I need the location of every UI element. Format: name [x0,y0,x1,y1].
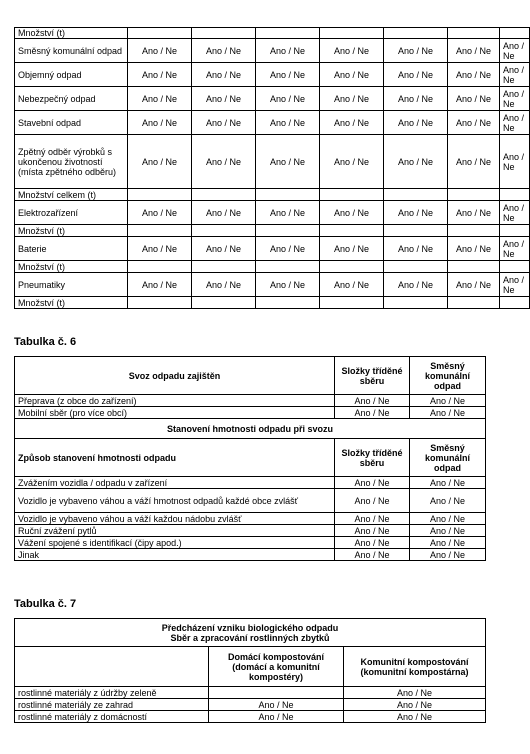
yes-no-cell: Ano / Ne [384,111,448,135]
yes-no-cell: Ano / Ne [256,87,320,111]
yes-no-cell: Ano / Ne [410,525,486,537]
quantity-cell [256,225,320,237]
yes-no-cell: Ano / Ne [320,63,384,87]
yes-no-cell: Ano / Ne [128,63,192,87]
yes-no-cell: Ano / Ne [448,111,500,135]
yes-no-cell: Ano / Ne [410,513,486,525]
row-label: Baterie [15,237,128,261]
row-label: Přeprava (z obce do zařízení) [15,395,335,407]
yes-no-cell: Ano / Ne [256,237,320,261]
table-row [15,201,530,225]
yes-no-cell: Ano / Ne [448,273,500,297]
yes-no-cell: Ano / Ne [384,201,448,225]
quantity-cell [320,261,384,273]
quantity-cell [500,28,530,39]
quantity-cell [192,261,256,273]
table-row [15,261,530,273]
yes-no-cell: Ano / Ne [448,87,500,111]
t7-head [15,619,486,647]
table-row [15,687,486,699]
row-label: Stavební odpad [15,111,128,135]
yes-no-cell: Ano / Ne [128,135,192,189]
yes-no-cell: Ano / Ne [500,63,530,87]
yes-no-cell: Ano / Ne [448,39,500,63]
row-label: Množství celkem (t) [15,189,128,201]
yes-no-cell: Ano / Ne [192,135,256,189]
yes-no-cell [209,687,344,699]
table-row [15,225,530,237]
quantity-cell [192,28,256,39]
yes-no-cell: Ano / Ne [256,39,320,63]
yes-no-cell: Ano / Ne [335,489,410,513]
yes-no-cell: Ano / Ne [500,201,530,225]
yes-no-cell: Ano / Ne [384,87,448,111]
row-label: Nebezpečný odpad [15,87,128,111]
yes-no-cell: Ano / Ne [410,395,486,407]
yes-no-cell: Ano / Ne [256,63,320,87]
yes-no-cell: Ano / Ne [192,273,256,297]
table-row [15,28,530,39]
quantity-cell [256,28,320,39]
t6-section: Stanovení hmotnosti odpadu při svozu [15,419,486,439]
quantity-cell [128,261,192,273]
yes-no-cell: Ano / Ne [500,135,530,189]
row-label: Vozidlo je vybaveno váhou a váží každou nádobu zvlášť [15,513,335,525]
row-label: Směsný komunální odpad [15,39,128,63]
quantity-cell [448,189,500,201]
t7-head-blank [15,647,209,687]
yes-no-cell: Ano / Ne [335,407,410,419]
row-label: Jinak [15,549,335,561]
yes-no-cell: Ano / Ne [500,111,530,135]
table-row [15,135,530,189]
quantity-cell [128,28,192,39]
yes-no-cell: Ano / Ne [192,111,256,135]
row-label: Množství (t) [15,297,128,309]
yes-no-cell: Ano / Ne [344,711,486,723]
quantity-cell [384,189,448,201]
table-row [15,297,530,309]
yes-no-cell: Ano / Ne [335,477,410,489]
table-row [15,537,486,549]
quantity-cell [384,28,448,39]
table-row [15,237,530,261]
t6-head-col1: Složky tříděné sběru [335,357,410,395]
yes-no-cell: Ano / Ne [320,39,384,63]
quantity-cell [384,261,448,273]
table-row [15,63,530,87]
row-label: Objemný odpad [15,63,128,87]
quantity-cell [500,261,530,273]
yes-no-cell: Ano / Ne [410,407,486,419]
table-row [15,549,486,561]
quantity-cell [500,189,530,201]
quantity-cell [256,297,320,309]
yes-no-cell: Ano / Ne [320,237,384,261]
row-label: Zvážením vozidla / odpadu v zařízení [15,477,335,489]
yes-no-cell: Ano / Ne [448,237,500,261]
yes-no-cell: Ano / Ne [335,395,410,407]
yes-no-cell: Ano / Ne [410,537,486,549]
yes-no-cell: Ano / Ne [256,135,320,189]
quantity-cell [320,189,384,201]
yes-no-cell: Ano / Ne [320,135,384,189]
yes-no-cell: Ano / Ne [128,111,192,135]
yes-no-cell: Ano / Ne [192,87,256,111]
row-label: Vážení spojené s identifikací (čipy apod.) [15,537,335,549]
table-row [15,407,486,419]
table-row [15,87,530,111]
yes-no-cell: Ano / Ne [344,687,486,699]
yes-no-cell: Ano / Ne [384,237,448,261]
yes-no-cell: Ano / Ne [256,201,320,225]
row-label: Zpětný odběr výrobků s ukončenou životností (místa zpětného odběru) [15,135,128,189]
t6-head-col1b: Složky tříděné sběru [335,439,410,477]
yes-no-cell: Ano / Ne [410,477,486,489]
row-label: Vozidlo je vybaveno váhou a váží hmotnost odpadů každé obce zvlášť [15,489,335,513]
yes-no-cell: Ano / Ne [335,549,410,561]
row-label: Množství (t) [15,225,128,237]
quantity-cell [500,297,530,309]
quantity-cell [448,225,500,237]
yes-no-cell: Ano / Ne [410,489,486,513]
row-label: Množství (t) [15,28,128,39]
row-label: rostlinné materiály z domácností [15,711,209,723]
t7-head-line1: Předcházení vzniku biologického odpadu [161,622,339,633]
row-label: Pneumatiky [15,273,128,297]
quantity-cell [192,225,256,237]
table-row [15,111,530,135]
table-5 [14,27,530,309]
quantity-cell [128,297,192,309]
yes-no-cell: Ano / Ne [128,201,192,225]
yes-no-cell: Ano / Ne [500,87,530,111]
yes-no-cell: Ano / Ne [128,87,192,111]
yes-no-cell: Ano / Ne [209,711,344,723]
yes-no-cell: Ano / Ne [384,273,448,297]
quantity-cell [384,297,448,309]
yes-no-cell: Ano / Ne [256,111,320,135]
row-label: Množství (t) [15,261,128,273]
table-row [15,489,486,513]
quantity-cell [128,189,192,201]
yes-no-cell: Ano / Ne [448,201,500,225]
yes-no-cell: Ano / Ne [128,237,192,261]
table-6-title: Tabulka č. 6 [14,336,77,348]
quantity-cell [320,225,384,237]
quantity-cell [500,225,530,237]
yes-no-cell: Ano / Ne [192,237,256,261]
yes-no-cell: Ano / Ne [320,111,384,135]
t7-head-col2: Komunitní kompostování (komunitní kompostárna) [344,647,486,687]
yes-no-cell: Ano / Ne [448,135,500,189]
yes-no-cell: Ano / Ne [256,273,320,297]
row-label: rostlinné materiály z údržby zeleně [15,687,209,699]
t6-head-main: Svoz odpadu zajištěn [15,357,335,395]
yes-no-cell: Ano / Ne [384,135,448,189]
yes-no-cell: Ano / Ne [410,549,486,561]
quantity-cell [448,297,500,309]
quantity-cell [256,261,320,273]
yes-no-cell: Ano / Ne [500,237,530,261]
table-row [15,699,486,711]
quantity-cell [128,225,192,237]
table-row [15,273,530,297]
t7-head-col1: Domácí kompostování (domácí a komunitní kompostéry) [209,647,344,687]
quantity-cell [256,189,320,201]
table-row [15,513,486,525]
quantity-cell [192,297,256,309]
yes-no-cell: Ano / Ne [500,39,530,63]
yes-no-cell: Ano / Ne [500,273,530,297]
yes-no-cell: Ano / Ne [335,513,410,525]
table-7 [14,618,486,723]
quantity-cell [192,189,256,201]
yes-no-cell: Ano / Ne [320,201,384,225]
t6-head-method: Způsob stanovení hmotnosti odpadu [15,439,335,477]
row-label: Elektrozařízení [15,201,128,225]
table-row [15,477,486,489]
table-7-title: Tabulka č. 7 [14,598,77,610]
yes-no-cell: Ano / Ne [192,63,256,87]
yes-no-cell: Ano / Ne [384,63,448,87]
yes-no-cell: Ano / Ne [384,39,448,63]
quantity-cell [384,225,448,237]
yes-no-cell: Ano / Ne [335,525,410,537]
row-label: Mobilní sběr (pro více obcí) [15,407,335,419]
table-row [15,39,530,63]
yes-no-cell: Ano / Ne [320,273,384,297]
quantity-cell [320,297,384,309]
t6-head-col2b: Směsný komunální odpad [410,439,486,477]
yes-no-cell: Ano / Ne [320,87,384,111]
yes-no-cell: Ano / Ne [335,537,410,549]
quantity-cell [448,28,500,39]
yes-no-cell: Ano / Ne [448,63,500,87]
yes-no-cell: Ano / Ne [344,699,486,711]
table-row [15,711,486,723]
yes-no-cell: Ano / Ne [128,273,192,297]
table-6 [14,356,486,561]
quantity-cell [448,261,500,273]
yes-no-cell: Ano / Ne [128,39,192,63]
quantity-cell [320,28,384,39]
yes-no-cell: Ano / Ne [192,39,256,63]
table-row [15,189,530,201]
yes-no-cell: Ano / Ne [209,699,344,711]
row-label: rostlinné materiály ze zahrad [15,699,209,711]
yes-no-cell: Ano / Ne [192,201,256,225]
table-row [15,395,486,407]
t7-head-line2: Sběr a zpracování rostlinných zbytků [170,632,330,643]
t6-head-col2: Směsný komunální odpad [410,357,486,395]
row-label: Ruční zvážení pytlů [15,525,335,537]
table-row [15,525,486,537]
